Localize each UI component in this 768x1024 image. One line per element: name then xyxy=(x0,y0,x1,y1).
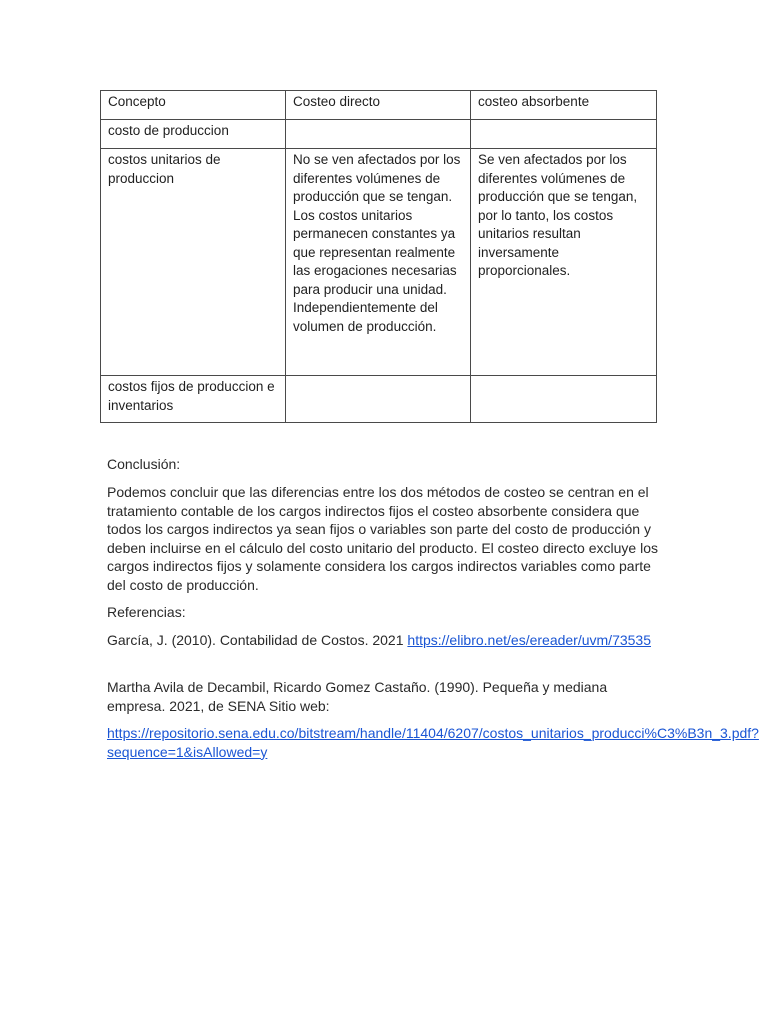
reference-2-link[interactable]: https://repositorio.sena.edu.co/bitstream/handle/11404/6207/costos_unitarios_producci%C3%B3n_3.pdf?sequence=1&isAllowed=y xyxy=(107,725,759,760)
table-cell xyxy=(286,120,471,149)
table-cell: costo de produccion xyxy=(101,120,286,149)
table-row xyxy=(101,120,657,149)
table-cell: costos fijos de produccion e inventarios xyxy=(101,376,286,423)
reference-1-link[interactable]: https://elibro.net/es/ereader/uvm/73535 xyxy=(407,632,651,648)
table-cell: Se ven afectados por los diferentes volúmenes de producción que se tengan, por lo tanto, los costos unitarios resultan inversamente proporcionales. xyxy=(471,149,657,376)
table-cell xyxy=(471,120,657,149)
table-cell xyxy=(286,376,471,423)
table-header-row xyxy=(101,91,657,120)
header-costeo-directo: Costeo directo xyxy=(286,91,471,120)
table-cell xyxy=(471,376,657,423)
header-costeo-absorbente: costeo absorbente xyxy=(471,91,657,120)
comparison-table-container xyxy=(100,90,660,423)
conclusion-title: Conclusión: xyxy=(107,456,181,472)
comparison-table xyxy=(100,90,657,423)
table-cell: No se ven afectados por los diferentes volúmenes de producción que se tengan. Los costos unitarios permanecen constantes ya que representan realmente las erogaciones necesarias para producir una unidad. Independientemente del volumen de producción. xyxy=(286,149,471,376)
reference-1-text: García, J. (2010). Contabilidad de Costos. 2021 xyxy=(107,632,408,648)
reference-2-link-paragraph xyxy=(107,724,759,761)
reference-2: Martha Avila de Decambil, Ricardo Gomez Castaño. (1990). Pequeña y mediana empresa. 2021, de SENA Sitio web: xyxy=(107,679,608,714)
reference-1 xyxy=(107,631,663,650)
table-row xyxy=(101,149,657,376)
conclusion-body: Podemos concluir que las diferencias entre los dos métodos de costeo se centran en el tratamiento contable de los cargos indirectos fijos el costeo absorbente considera que todos los cargos indirectos ya sean fijos o variables son parte del costo de producción y deben incluirse en el cálculo del costo unitario del producto. El costeo directo excluye los cargos indirectos fijos y solamente considera los cargos indirectos variables como parte del costo de producción. xyxy=(107,484,658,593)
table-row xyxy=(101,376,657,423)
header-concepto: Concepto xyxy=(101,91,286,120)
table-cell: costos unitarios de produccion xyxy=(101,149,286,376)
references-title: Referencias: xyxy=(107,604,186,620)
